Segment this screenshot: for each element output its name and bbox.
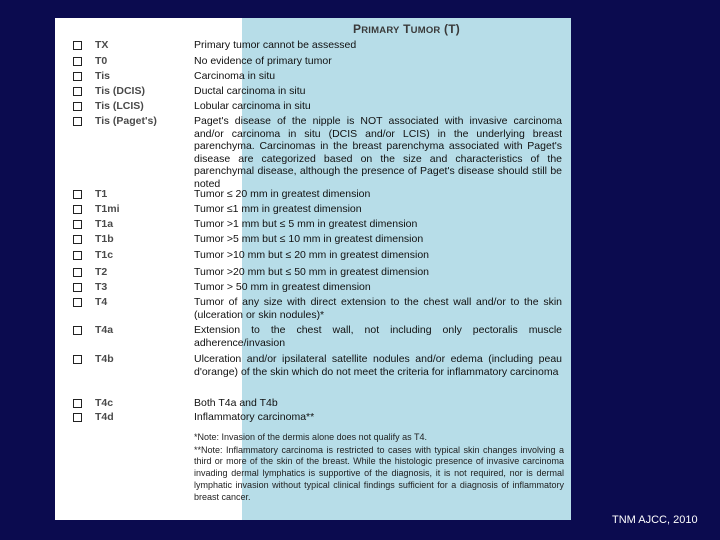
checkbox-bullet-icon (73, 57, 82, 66)
stage-description: Ductal carcinoma in situ (194, 85, 306, 97)
checkbox-bullet-icon (73, 326, 82, 335)
stage-code: Tis (Paget's) (95, 115, 157, 127)
footnote-inflammatory: **Note: Inflammatory carcinoma is restricted to cases with typical skin changes involving a third or more of the skin of the breast. While the histologic presence of invasive carcinoma invading dermal lymphatics is supportive of the diagnosis, it is not required, nor is dermal lymphatic invasion without typical clinical findings sufficient for a diagnosis of inflammatory breast cancer. (194, 444, 564, 502)
stage-description: Tumor ≤1 mm in greatest dimension (194, 203, 362, 215)
stage-code: T1c (95, 249, 113, 261)
stage-description: Tumor >1 mm but ≤ 5 mm in greatest dimension (194, 218, 418, 230)
checkbox-bullet-icon (73, 399, 82, 408)
stage-description: No evidence of primary tumor (194, 55, 332, 67)
stage-code: T2 (95, 266, 107, 278)
stage-description: Primary tumor cannot be assessed (194, 39, 357, 51)
stage-description: Lobular carcinoma in situ (194, 100, 311, 112)
checkbox-bullet-icon (73, 298, 82, 307)
checkbox-bullet-icon (73, 251, 82, 260)
stage-code: T0 (95, 55, 107, 67)
stage-code: TX (95, 39, 108, 51)
stage-description: Tumor >10 mm but ≤ 20 mm in greatest dimension (194, 249, 430, 261)
stage-code: Tis (DCIS) (95, 85, 145, 97)
stage-code: T4d (95, 411, 114, 423)
stage-code: T4c (95, 397, 113, 409)
stage-description: Tumor ≤ 20 mm in greatest dimension (194, 188, 371, 200)
stage-description: Both T4a and T4b (194, 397, 278, 409)
stage-code: T4a (95, 324, 113, 336)
tnm-table (55, 18, 571, 520)
stage-description: Extension to the chest wall, not including only pectoralis muscle adherence/invasion (194, 324, 562, 349)
source-caption: TNM AJCC, 2010 (612, 514, 698, 526)
stage-description: Tumor >5 mm but ≤ 10 mm in greatest dimension (194, 233, 424, 245)
stage-description: Paget's disease of the nipple is NOT associated with invasive carcinoma and/or carcinoma in situ (DCIS and/or LCIS) in the underlying breast parenchyma. Carcinomas in the breast parenchyma associated with Paget's disease are categorized based on the size and characteristics of the parenchymal disease, although the presence of Paget's disease should still be noted (194, 115, 562, 190)
checkbox-bullet-icon (73, 41, 82, 50)
checkbox-bullet-icon (73, 283, 82, 292)
checkbox-bullet-icon (73, 220, 82, 229)
checkbox-bullet-icon (73, 235, 82, 244)
stage-code: T3 (95, 281, 107, 293)
stage-code: T1mi (95, 203, 120, 215)
checkbox-bullet-icon (73, 268, 82, 277)
checkbox-bullet-icon (73, 355, 82, 364)
footnotes (194, 432, 564, 503)
checkbox-bullet-icon (73, 102, 82, 111)
table-title: PRIMARY TUMOR (T) (353, 22, 460, 36)
stage-code: T4 (95, 296, 107, 308)
stage-description: Inflammatory carcinoma** (194, 411, 315, 423)
stage-code: Tis (LCIS) (95, 100, 144, 112)
footnote-dermis: *Note: Invasion of the dermis alone does not qualify as T4. (194, 432, 427, 442)
checkbox-bullet-icon (73, 72, 82, 81)
checkbox-bullet-icon (73, 413, 82, 422)
checkbox-bullet-icon (73, 205, 82, 214)
stage-description: Tumor >20 mm but ≤ 50 mm in greatest dimension (194, 266, 430, 278)
checkbox-bullet-icon (73, 87, 82, 96)
stage-code: T1 (95, 188, 107, 200)
stage-description: Carcinoma in situ (194, 70, 276, 82)
stage-description: Tumor of any size with direct extension to the chest wall and/or to the skin (ulceration or skin nodules)* (194, 296, 562, 321)
stage-code: T1a (95, 218, 113, 230)
checkbox-bullet-icon (73, 117, 82, 126)
stage-code: T4b (95, 353, 114, 365)
stage-code: T1b (95, 233, 114, 245)
stage-code: Tis (95, 70, 110, 82)
stage-description: Tumor > 50 mm in greatest dimension (194, 281, 371, 293)
stage-description: Ulceration and/or ipsilateral satellite nodules and/or edema (including peau d'orange) of the skin which do not meet the criteria for inflammatory carcinoma (194, 353, 562, 378)
checkbox-bullet-icon (73, 190, 82, 199)
